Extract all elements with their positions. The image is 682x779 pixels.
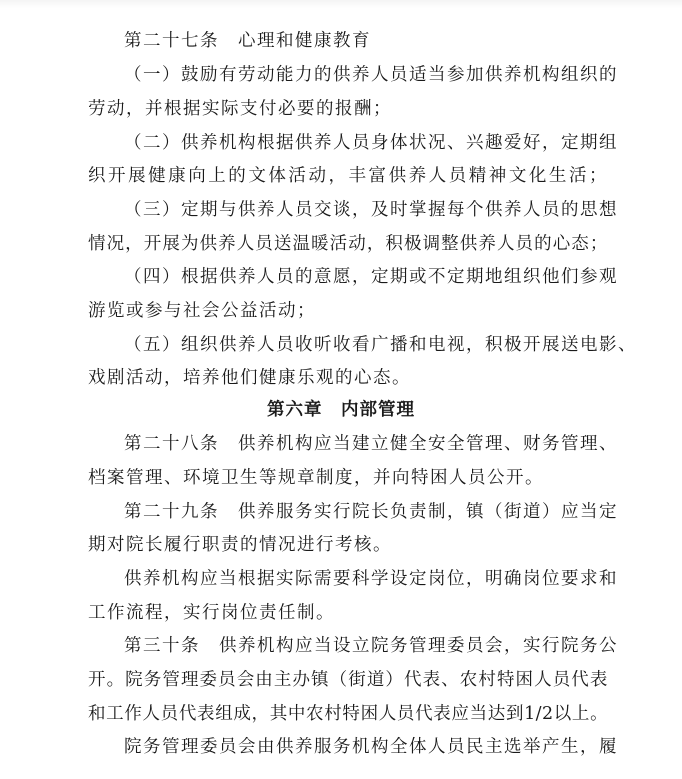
text-line: （四）根据供养人员的意愿，定期或不定期地组织他们参观: [124, 267, 618, 287]
text-line: 供养机构应当根据实际需要科学设定岗位，明确岗位要求和: [124, 569, 618, 589]
text-line: （三）定期与供养人员交谈，及时掌握每个供养人员的思想: [124, 200, 618, 220]
text-line: 院务管理委员会由供养服务机构全体人员民主选举产生，履: [124, 737, 618, 757]
text-line: 第二十八条 供养机构应当建立健全安全管理、财务管理、: [124, 434, 618, 454]
text-line: 和工作人员代表组成，其中农村特困人员代表应当达到1/2以上。: [88, 704, 608, 724]
text-line: 戏剧活动，培养他们健康乐观的心态。: [88, 368, 411, 388]
text-line: （一）鼓励有劳动能力的供养人员适当参加供养机构组织的: [124, 65, 618, 85]
text-line: 开。院务管理委员会由主办镇（街道）代表、农村特困人员代表: [88, 670, 608, 690]
text-line: 游览或参与社会公益活动；: [88, 301, 316, 321]
text-line: （二）供养机构根据供养人员身体状况、兴趣爱好，定期组: [124, 133, 618, 153]
text-line: 织开展健康向上的文体活动，丰富供养人员精神文化生活；: [88, 166, 608, 186]
article-27-title: 第二十七条 心理和健康教育: [124, 31, 371, 51]
text-line: （五）组织供养人员收听收看广播和电视，积极开展送电影、: [124, 335, 637, 355]
text-line: 期对院长履行职责的情况进行考核。: [88, 535, 392, 555]
text-line: 第二十九条 供养服务实行院长负责制，镇（街道）应当定: [124, 502, 618, 522]
text-line: 工作流程，实行岗位责任制。: [88, 603, 335, 623]
text-line: 情况，开展为供养人员送温暖活动，积极调整供养人员的心态；: [88, 234, 608, 254]
text-line: 档案管理、环境卫生等规章制度，并向特困人员公开。: [88, 468, 544, 488]
page-top-edge: [0, 0, 682, 8]
text-line: 劳动，并根据实际支付必要的报酬；: [88, 99, 392, 119]
text-line: 第三十条 供养机构应当设立院务管理委员会，实行院务公: [124, 636, 618, 656]
chapter-6-heading: 第六章 内部管理: [267, 400, 415, 420]
